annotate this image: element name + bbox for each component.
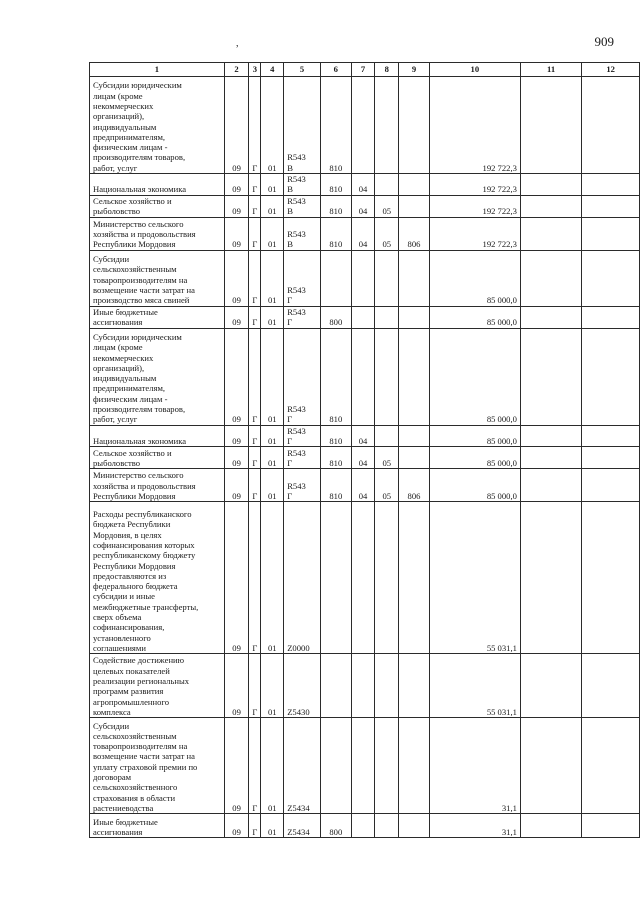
header-cell-6: 6 [320, 63, 351, 77]
cell-col-10: 85 000,0 [429, 328, 520, 425]
cell-col-4: 01 [261, 718, 284, 814]
table-row [90, 174, 640, 196]
cell-col-10: 192 722,3 [429, 174, 520, 196]
header-row [90, 63, 640, 77]
cell-col-2: 09 [224, 425, 249, 447]
cell-col-8 [375, 425, 399, 447]
row-name-cell: Министерство сельского хозяйства и продовольствия Республики Мордовия [90, 217, 225, 250]
cell-col-4: 01 [261, 77, 284, 174]
cell-col-12 [582, 425, 640, 447]
cell-col-9 [399, 654, 430, 718]
cell-col-10: 31,1 [429, 718, 520, 814]
cell-col-2: 09 [224, 77, 249, 174]
cell-col-4: 01 [261, 654, 284, 718]
cell-col-11 [520, 195, 581, 217]
table-row [90, 250, 640, 306]
cell-col-6: 800 [320, 306, 351, 328]
cell-col-5: R543 Г [284, 328, 321, 425]
cell-col-8 [375, 306, 399, 328]
cell-col-4: 01 [261, 174, 284, 196]
cell-col-7: 04 [351, 217, 375, 250]
cell-col-9 [399, 502, 430, 654]
cell-col-4: 01 [261, 814, 284, 838]
cell-col-7 [351, 502, 375, 654]
cell-col-5: R543 В [284, 174, 321, 196]
table-body [90, 63, 640, 838]
cell-col-7 [351, 250, 375, 306]
cell-col-12 [582, 328, 640, 425]
cell-col-5: R543 В [284, 195, 321, 217]
cell-col-8: 05 [375, 469, 399, 502]
table-row [90, 195, 640, 217]
cell-col-6: 810 [320, 447, 351, 469]
cell-col-6: 810 [320, 77, 351, 174]
cell-col-9 [399, 77, 430, 174]
row-name-cell: Иные бюджетные ассигнования [90, 814, 225, 838]
row-name-cell: Сельское хозяйство и рыболовство [90, 195, 225, 217]
cell-col-3: Г [249, 502, 261, 654]
cell-col-3: Г [249, 306, 261, 328]
cell-col-11 [520, 718, 581, 814]
cell-col-2: 09 [224, 502, 249, 654]
cell-col-7: 04 [351, 174, 375, 196]
cell-col-2: 09 [224, 718, 249, 814]
cell-col-8 [375, 814, 399, 838]
cell-col-9: 806 [399, 469, 430, 502]
cell-col-10: 192 722,3 [429, 77, 520, 174]
row-name-cell: Иные бюджетные ассигнования [90, 306, 225, 328]
header-cell-8: 8 [375, 63, 399, 77]
row-name-cell: Министерство сельского хозяйства и продовольствия Республики Мордовия [90, 469, 225, 502]
cell-col-7: 04 [351, 195, 375, 217]
cell-col-8: 05 [375, 447, 399, 469]
cell-col-5: R543 Г [284, 250, 321, 306]
cell-col-11 [520, 328, 581, 425]
cell-col-9: 806 [399, 217, 430, 250]
cell-col-2: 09 [224, 195, 249, 217]
header-cell-2: 2 [224, 63, 249, 77]
cell-col-8 [375, 502, 399, 654]
cell-col-11 [520, 306, 581, 328]
cell-col-3: Г [249, 425, 261, 447]
cell-col-6: 800 [320, 814, 351, 838]
cell-col-5: R543 В [284, 77, 321, 174]
cell-col-10: 85 000,0 [429, 306, 520, 328]
cell-col-4: 01 [261, 250, 284, 306]
cell-col-2: 09 [224, 654, 249, 718]
scan-mark: , [236, 38, 239, 49]
cell-col-8 [375, 654, 399, 718]
cell-col-12 [582, 718, 640, 814]
cell-col-9 [399, 328, 430, 425]
cell-col-10: 85 000,0 [429, 447, 520, 469]
cell-col-11 [520, 447, 581, 469]
cell-col-9 [399, 250, 430, 306]
cell-col-2: 09 [224, 250, 249, 306]
cell-col-10: 85 000,0 [429, 469, 520, 502]
cell-col-4: 01 [261, 217, 284, 250]
table-row [90, 718, 640, 814]
cell-col-7 [351, 306, 375, 328]
cell-col-7: 04 [351, 469, 375, 502]
table-row [90, 814, 640, 838]
header-cell-7: 7 [351, 63, 375, 77]
row-name-cell: Национальная экономика [90, 174, 225, 196]
cell-col-2: 09 [224, 217, 249, 250]
cell-col-5: R543 Г [284, 425, 321, 447]
cell-col-3: Г [249, 654, 261, 718]
table-row [90, 469, 640, 502]
cell-col-5: Z0000 [284, 502, 321, 654]
header-cell-12: 12 [582, 63, 640, 77]
cell-col-3: Г [249, 217, 261, 250]
cell-col-5: Z5430 [284, 654, 321, 718]
budget-table [89, 62, 640, 838]
cell-col-8 [375, 250, 399, 306]
cell-col-6: 810 [320, 469, 351, 502]
cell-col-6 [320, 502, 351, 654]
cell-col-11 [520, 217, 581, 250]
cell-col-8 [375, 174, 399, 196]
cell-col-8: 05 [375, 195, 399, 217]
page-number: 909 [594, 34, 614, 49]
cell-col-9 [399, 425, 430, 447]
table-row [90, 306, 640, 328]
header-cell-3: 3 [249, 63, 261, 77]
cell-col-2: 09 [224, 447, 249, 469]
cell-col-11 [520, 174, 581, 196]
cell-col-10: 192 722,3 [429, 217, 520, 250]
table-row [90, 425, 640, 447]
cell-col-6: 810 [320, 174, 351, 196]
row-name-cell: Субсидии юридическим лицам (кроме некоммерческих организаций), индивидуальным предпринимателям, физическим лицам - производителям товаров, работ, услуг [90, 77, 225, 174]
cell-col-2: 09 [224, 328, 249, 425]
cell-col-3: Г [249, 718, 261, 814]
cell-col-11 [520, 502, 581, 654]
cell-col-3: Г [249, 447, 261, 469]
cell-col-8: 05 [375, 217, 399, 250]
cell-col-10: 55 031,1 [429, 654, 520, 718]
cell-col-11 [520, 425, 581, 447]
cell-col-12 [582, 217, 640, 250]
row-name-cell: Национальная экономика [90, 425, 225, 447]
cell-col-5: R543 В [284, 217, 321, 250]
cell-col-6: 810 [320, 425, 351, 447]
cell-col-4: 01 [261, 447, 284, 469]
cell-col-11 [520, 77, 581, 174]
cell-col-7 [351, 654, 375, 718]
cell-col-2: 09 [224, 174, 249, 196]
table-row [90, 77, 640, 174]
cell-col-6 [320, 250, 351, 306]
cell-col-5: R543 Г [284, 306, 321, 328]
cell-col-9 [399, 447, 430, 469]
cell-col-2: 09 [224, 469, 249, 502]
cell-col-3: Г [249, 250, 261, 306]
header-cell-9: 9 [399, 63, 430, 77]
header-cell-11: 11 [520, 63, 581, 77]
cell-col-11 [520, 654, 581, 718]
cell-col-4: 01 [261, 306, 284, 328]
cell-col-8 [375, 77, 399, 174]
cell-col-12 [582, 469, 640, 502]
row-name-cell: Субсидии сельскохозяйственным товаропроизводителям на возмещение части затрат на производство мяса свиней [90, 250, 225, 306]
cell-col-8 [375, 328, 399, 425]
cell-col-3: Г [249, 469, 261, 502]
cell-col-7 [351, 718, 375, 814]
cell-col-12 [582, 77, 640, 174]
cell-col-4: 01 [261, 425, 284, 447]
cell-col-6 [320, 718, 351, 814]
cell-col-9 [399, 195, 430, 217]
cell-col-9 [399, 718, 430, 814]
cell-col-7: 04 [351, 447, 375, 469]
cell-col-6: 810 [320, 195, 351, 217]
cell-col-3: Г [249, 328, 261, 425]
cell-col-10: 85 000,0 [429, 425, 520, 447]
cell-col-7 [351, 77, 375, 174]
row-name-cell: Субсидии сельскохозяйственным товаропроизводителям на возмещение части затрат на уплату страховой премии по договорам сельскохозяйственного страхования в области растениеводства [90, 718, 225, 814]
cell-col-12 [582, 447, 640, 469]
cell-col-3: Г [249, 814, 261, 838]
cell-col-9 [399, 174, 430, 196]
table-row [90, 328, 640, 425]
cell-col-6: 810 [320, 217, 351, 250]
table-row [90, 447, 640, 469]
row-name-cell: Содействие достижению целевых показателей реализации региональных программ развития агропромышленного комплекса [90, 654, 225, 718]
table-row [90, 502, 640, 654]
cell-col-12 [582, 174, 640, 196]
row-name-cell: Расходы республиканского бюджета Республики Мордовия, в целях софинансирования которых республиканскому бюджету Республики Мордовия предоставляются из федерального бюджета субсидии и иные межбюджетные трансферты, сверх объема софинансирования, установленного соглашениями [90, 502, 225, 654]
row-name-cell: Субсидии юридическим лицам (кроме некоммерческих организаций), индивидуальным предпринимателям, физическим лицам - производителям товаров, работ, услуг [90, 328, 225, 425]
cell-col-3: Г [249, 195, 261, 217]
cell-col-4: 01 [261, 328, 284, 425]
cell-col-4: 01 [261, 469, 284, 502]
cell-col-7 [351, 814, 375, 838]
cell-col-7 [351, 328, 375, 425]
row-name-cell: Сельское хозяйство и рыболовство [90, 447, 225, 469]
table-row [90, 217, 640, 250]
table-row [90, 654, 640, 718]
cell-col-12 [582, 306, 640, 328]
cell-col-9 [399, 814, 430, 838]
cell-col-2: 09 [224, 814, 249, 838]
cell-col-9 [399, 306, 430, 328]
cell-col-3: Г [249, 77, 261, 174]
cell-col-10: 192 722,3 [429, 195, 520, 217]
cell-col-8 [375, 718, 399, 814]
cell-col-3: Г [249, 174, 261, 196]
cell-col-2: 09 [224, 306, 249, 328]
cell-col-10: 85 000,0 [429, 250, 520, 306]
header-cell-10: 10 [429, 63, 520, 77]
cell-col-5: R543 Г [284, 447, 321, 469]
cell-col-12 [582, 250, 640, 306]
cell-col-11 [520, 814, 581, 838]
header-cell-4: 4 [261, 63, 284, 77]
cell-col-4: 01 [261, 195, 284, 217]
cell-col-12 [582, 502, 640, 654]
header-cell-1: 1 [90, 63, 225, 77]
cell-col-6: 810 [320, 328, 351, 425]
cell-col-5: Z5434 [284, 814, 321, 838]
cell-col-10: 31,1 [429, 814, 520, 838]
header-cell-5: 5 [284, 63, 321, 77]
cell-col-12 [582, 195, 640, 217]
cell-col-12 [582, 654, 640, 718]
cell-col-5: R543 Г [284, 469, 321, 502]
cell-col-7: 04 [351, 425, 375, 447]
cell-col-5: Z5434 [284, 718, 321, 814]
cell-col-12 [582, 814, 640, 838]
cell-col-4: 01 [261, 502, 284, 654]
cell-col-11 [520, 469, 581, 502]
cell-col-6 [320, 654, 351, 718]
cell-col-11 [520, 250, 581, 306]
cell-col-10: 55 031,1 [429, 502, 520, 654]
